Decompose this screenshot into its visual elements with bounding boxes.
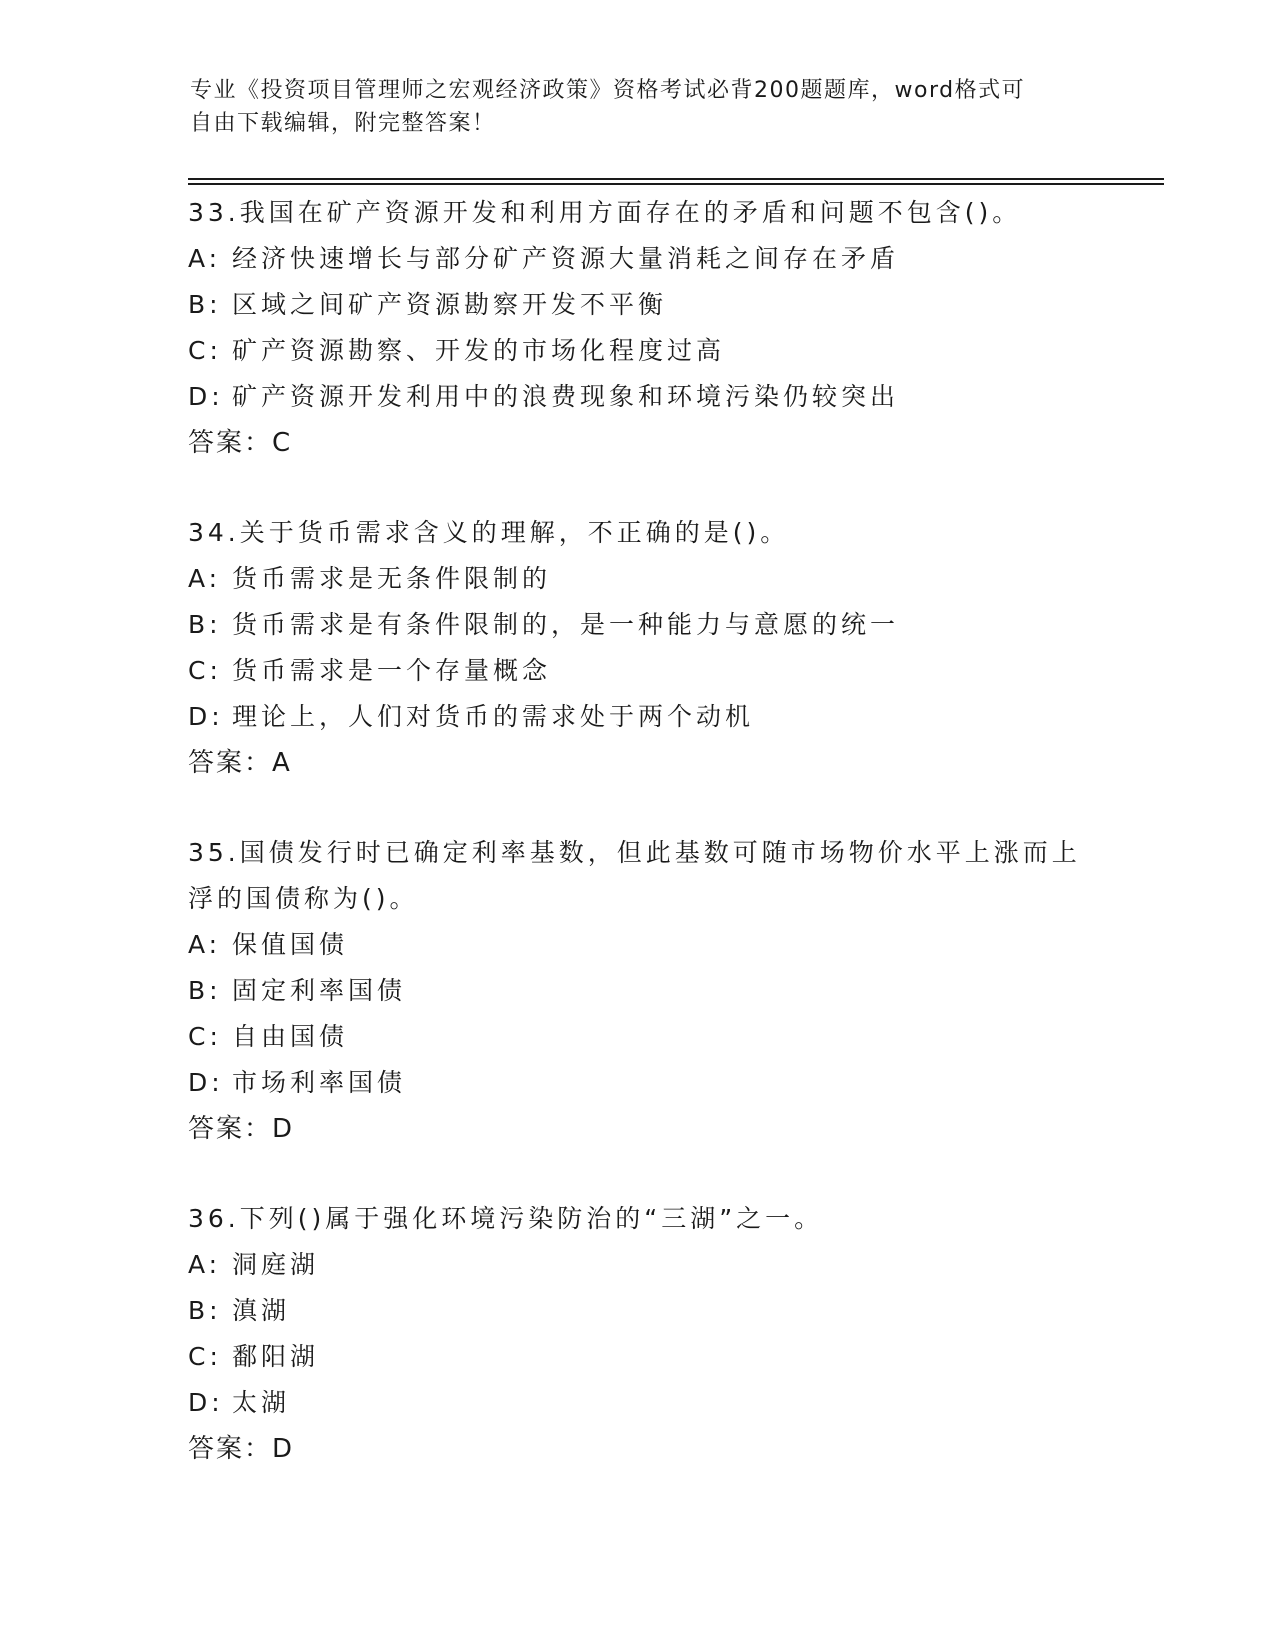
option-letter: B:	[188, 1296, 222, 1325]
option-letter: A:	[188, 564, 222, 593]
option-letter: C:	[188, 656, 222, 685]
option-b	[188, 282, 1148, 328]
option-a	[188, 1242, 1148, 1288]
question-stem: 35.国债发行时已确定利率基数，但此基数可随市场物价水平上涨而上	[188, 838, 1081, 867]
option-text: 经济快速增长与部分矿产资源大量消耗之间存在矛盾	[232, 244, 900, 273]
option-text: 保值国债	[232, 930, 349, 959]
option-text: 货币需求是有条件限制的，是一种能力与意愿的统一	[232, 610, 900, 639]
option-a	[188, 236, 1148, 282]
answer-line: 答案：A	[188, 748, 292, 778]
question-36	[188, 1196, 1148, 1472]
question-stem: 36.下列()属于强化环境污染防治的“三湖”之一。	[188, 1204, 824, 1233]
option-a	[188, 556, 1148, 602]
answer-line: 答案：C	[188, 428, 293, 458]
question-35	[188, 830, 1148, 1152]
option-d	[188, 1060, 1148, 1106]
option-b	[188, 968, 1148, 1014]
option-text: 滇湖	[232, 1296, 291, 1325]
option-text: 太湖	[232, 1388, 291, 1417]
header-divider	[188, 178, 1164, 180]
header-line: 自由下载编辑，附完整答案！	[190, 111, 496, 136]
option-c	[188, 648, 1148, 694]
option-letter: B:	[188, 976, 222, 1005]
option-a	[188, 922, 1148, 968]
option-text: 自由国债	[232, 1022, 349, 1051]
option-text: 洞庭湖	[232, 1250, 320, 1279]
question-list	[188, 190, 1148, 1516]
question-stem: 33.我国在矿产资源开发和利用方面存在的矛盾和问题不包含()。	[188, 198, 1022, 227]
option-letter: D:	[188, 1068, 224, 1097]
option-letter: D:	[188, 702, 224, 731]
option-letter: A:	[188, 1250, 222, 1279]
option-text: 固定利率国债	[232, 976, 407, 1005]
option-text: 理论上，人们对货币的需求处于两个动机	[232, 702, 755, 731]
option-text: 矿产资源开发利用中的浪费现象和环境污染仍较突出	[232, 382, 900, 411]
option-c	[188, 328, 1148, 374]
question-33	[188, 190, 1148, 466]
option-text: 货币需求是一个存量概念	[232, 656, 552, 685]
option-d	[188, 374, 1148, 420]
option-letter: C:	[188, 1342, 222, 1371]
option-text: 货币需求是无条件限制的	[232, 564, 552, 593]
answer-line: 答案：D	[188, 1114, 295, 1144]
option-c	[188, 1014, 1148, 1060]
option-b	[188, 602, 1148, 648]
question-34	[188, 510, 1148, 786]
option-text: 区域之间矿产资源勘察开发不平衡	[232, 290, 668, 319]
answer-line: 答案：D	[188, 1434, 295, 1464]
option-letter: A:	[188, 244, 222, 273]
header-line: 专业《投资项目管理师之宏观经济政策》资格考试必背200题题库，word格式可	[190, 78, 1026, 103]
question-stem-continued: 浮的国债称为()。	[188, 884, 419, 913]
option-letter: B:	[188, 610, 222, 639]
option-letter: D:	[188, 382, 224, 411]
document-header	[190, 74, 1090, 140]
option-b	[188, 1288, 1148, 1334]
option-letter: C:	[188, 1022, 222, 1051]
option-d	[188, 1380, 1148, 1426]
option-c	[188, 1334, 1148, 1380]
option-text: 矿产资源勘察、开发的市场化程度过高	[232, 336, 726, 365]
question-stem: 34.关于货币需求含义的理解，不正确的是()。	[188, 518, 790, 547]
option-text: 鄱阳湖	[232, 1342, 320, 1371]
option-letter: B:	[188, 290, 222, 319]
option-letter: A:	[188, 930, 222, 959]
option-d	[188, 694, 1148, 740]
option-letter: D:	[188, 1388, 224, 1417]
option-letter: C:	[188, 336, 222, 365]
header-divider	[188, 183, 1164, 185]
option-text: 市场利率国债	[232, 1068, 407, 1097]
